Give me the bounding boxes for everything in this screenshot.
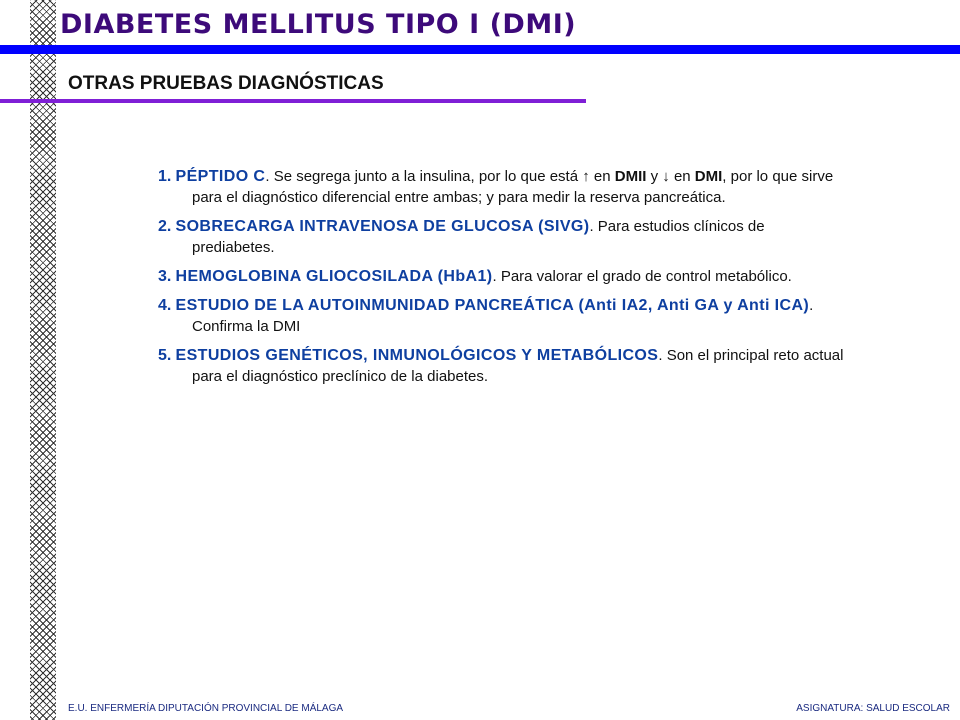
item-number: 3.	[158, 268, 172, 285]
list-item-autoinmunidad	[158, 295, 848, 337]
subtitle-underline	[0, 99, 586, 103]
item-text: . Confirma la DMI	[192, 297, 814, 335]
item-number: 1.	[158, 168, 172, 185]
list-item-hba1	[158, 266, 848, 287]
item-number: 5.	[158, 347, 172, 364]
item-heading: PÉPTIDO C	[175, 168, 266, 185]
list-item-peptido-c	[158, 166, 848, 208]
item-heading: ESTUDIO DE LA AUTOINMUNIDAD PANCREÁTICA (Anti IA2, Anti GA y Anti ICA)	[175, 297, 810, 314]
list-item-estudios-geneticos	[158, 345, 848, 387]
item-text-bold: DMII	[614, 168, 647, 185]
item-text: . Para valorar el grado de control metabólico.	[492, 268, 792, 285]
item-text: y ↓ en	[646, 168, 695, 185]
item-number: 4.	[158, 297, 172, 314]
section-subtitle: OTRAS PRUEBAS DIAGNÓSTICAS	[68, 73, 384, 94]
item-text: . Para estudios clínicos de prediabetes.	[192, 218, 765, 256]
item-text: . Se segrega junto a la insulina, por lo que está ↑ en	[265, 168, 615, 185]
list-item-sivg	[158, 216, 848, 258]
footer-course: ASIGNATURA: SALUD ESCOLAR	[796, 703, 950, 714]
decorative-left-border	[30, 0, 56, 720]
slide-title: DIABETES MELLITUS TIPO I (DMI)	[60, 9, 577, 40]
item-text: . Son el principal reto actual para el diagnóstico preclínico de la diabetes.	[192, 347, 844, 385]
footer-institution: E.U. ENFERMERÍA DIPUTACIÓN PROVINCIAL DE MÁLAGA	[68, 703, 344, 714]
item-text: , por lo que sirve para el diagnóstico diferencial entre ambas; y para medir la reserva pancreática.	[192, 168, 834, 206]
item-text-bold: DMI	[694, 168, 723, 185]
item-number: 2.	[158, 218, 172, 235]
diagnostic-tests-list	[158, 166, 848, 395]
title-underline-bar	[0, 45, 960, 54]
item-heading: SOBRECARGA INTRAVENOSA DE GLUCOSA (SIVG)	[175, 218, 590, 235]
item-heading: HEMOGLOBINA GLIOCOSILADA (HbA1)	[175, 268, 493, 285]
item-heading: ESTUDIOS GENÉTICOS, INMUNOLÓGICOS Y METABÓLICOS	[175, 347, 659, 364]
